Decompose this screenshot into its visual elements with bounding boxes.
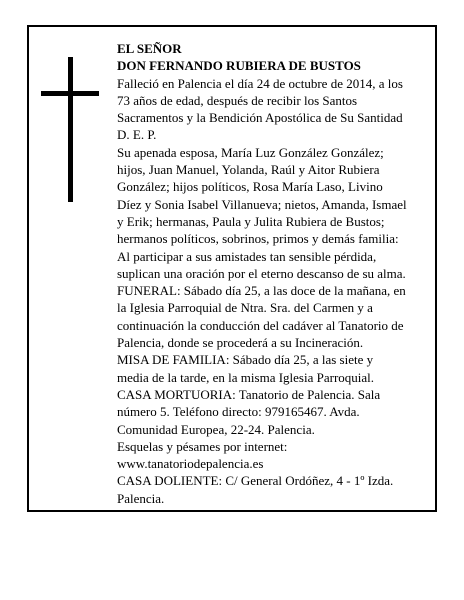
text-line: suplican una oración por el eterno descanso de su alma. [117,265,406,281]
text-line: la Iglesia Parroquial de Ntra. Sra. del Carmen y a [117,300,373,316]
text-line: 73 años de edad, después de recibir los Santos [117,92,358,108]
text-line: CASA DOLIENTE: C/ General Ordóñez, 4 - 1º Izda. [117,473,394,489]
text-line: hermanos políticos, sobrinos, primos y demás familia: [117,231,399,247]
obituary-text [117,40,432,507]
text-line: Díez y Sonia Isabel Villanueva; nietos, Amanda, Ismael [117,196,407,212]
cross-icon [68,57,73,202]
text-line: CASA MORTUORIA: Tanatorio de Palencia. Sala [117,386,381,402]
website-link[interactable]: www.tanatoriodepalencia.es [117,456,264,472]
cross-icon-bar [41,91,99,96]
text-line: Esquelas y pésames por internet: [117,438,288,454]
deceased-name: DON FERNANDO RUBIERA DE BUSTOS [117,58,361,74]
obituary-frame [27,25,437,512]
text-line: continuación la conducción del cadáver al Tanatorio de [117,317,404,333]
text-line: FUNERAL: Sábado día 25, a las doce de la mañana, en [117,283,406,299]
text-line: media de la tarde, en la misma Iglesia Parroquial. [117,369,375,385]
text-line: Su apenada esposa, María Luz González González; [117,144,384,160]
text-line: Al participar a sus amistades tan sensible pérdida, [117,248,377,264]
text-line: hijos, Juan Manuel, Yolanda, Raúl y Aitor Rubiera [117,162,380,178]
text-line: y Erik; hermanas, Paula y Julita Rubiera de Bustos; [117,213,385,229]
text-line: Palencia, donde se procederá a su Incineración. [117,335,364,351]
heading: EL SEÑOR [117,41,182,56]
text-line: Palencia. [117,490,165,506]
text-line: Comunidad Europea, 22-24. Palencia. [117,421,315,437]
text-line: número 5. Teléfono directo: 979165467. Avda. [117,404,360,420]
text-line: Falleció en Palencia el día 24 de octubre de 2014, a los [117,75,403,91]
text-line: González; hijos políticos, Rosa María Laso, Livino [117,179,383,195]
text-line: D. E. P. [117,127,157,143]
text-line: MISA DE FAMILIA: Sábado día 25, a las siete y [117,352,374,368]
text-line: Sacramentos y la Bendición Apostólica de Su Santidad [117,110,403,126]
